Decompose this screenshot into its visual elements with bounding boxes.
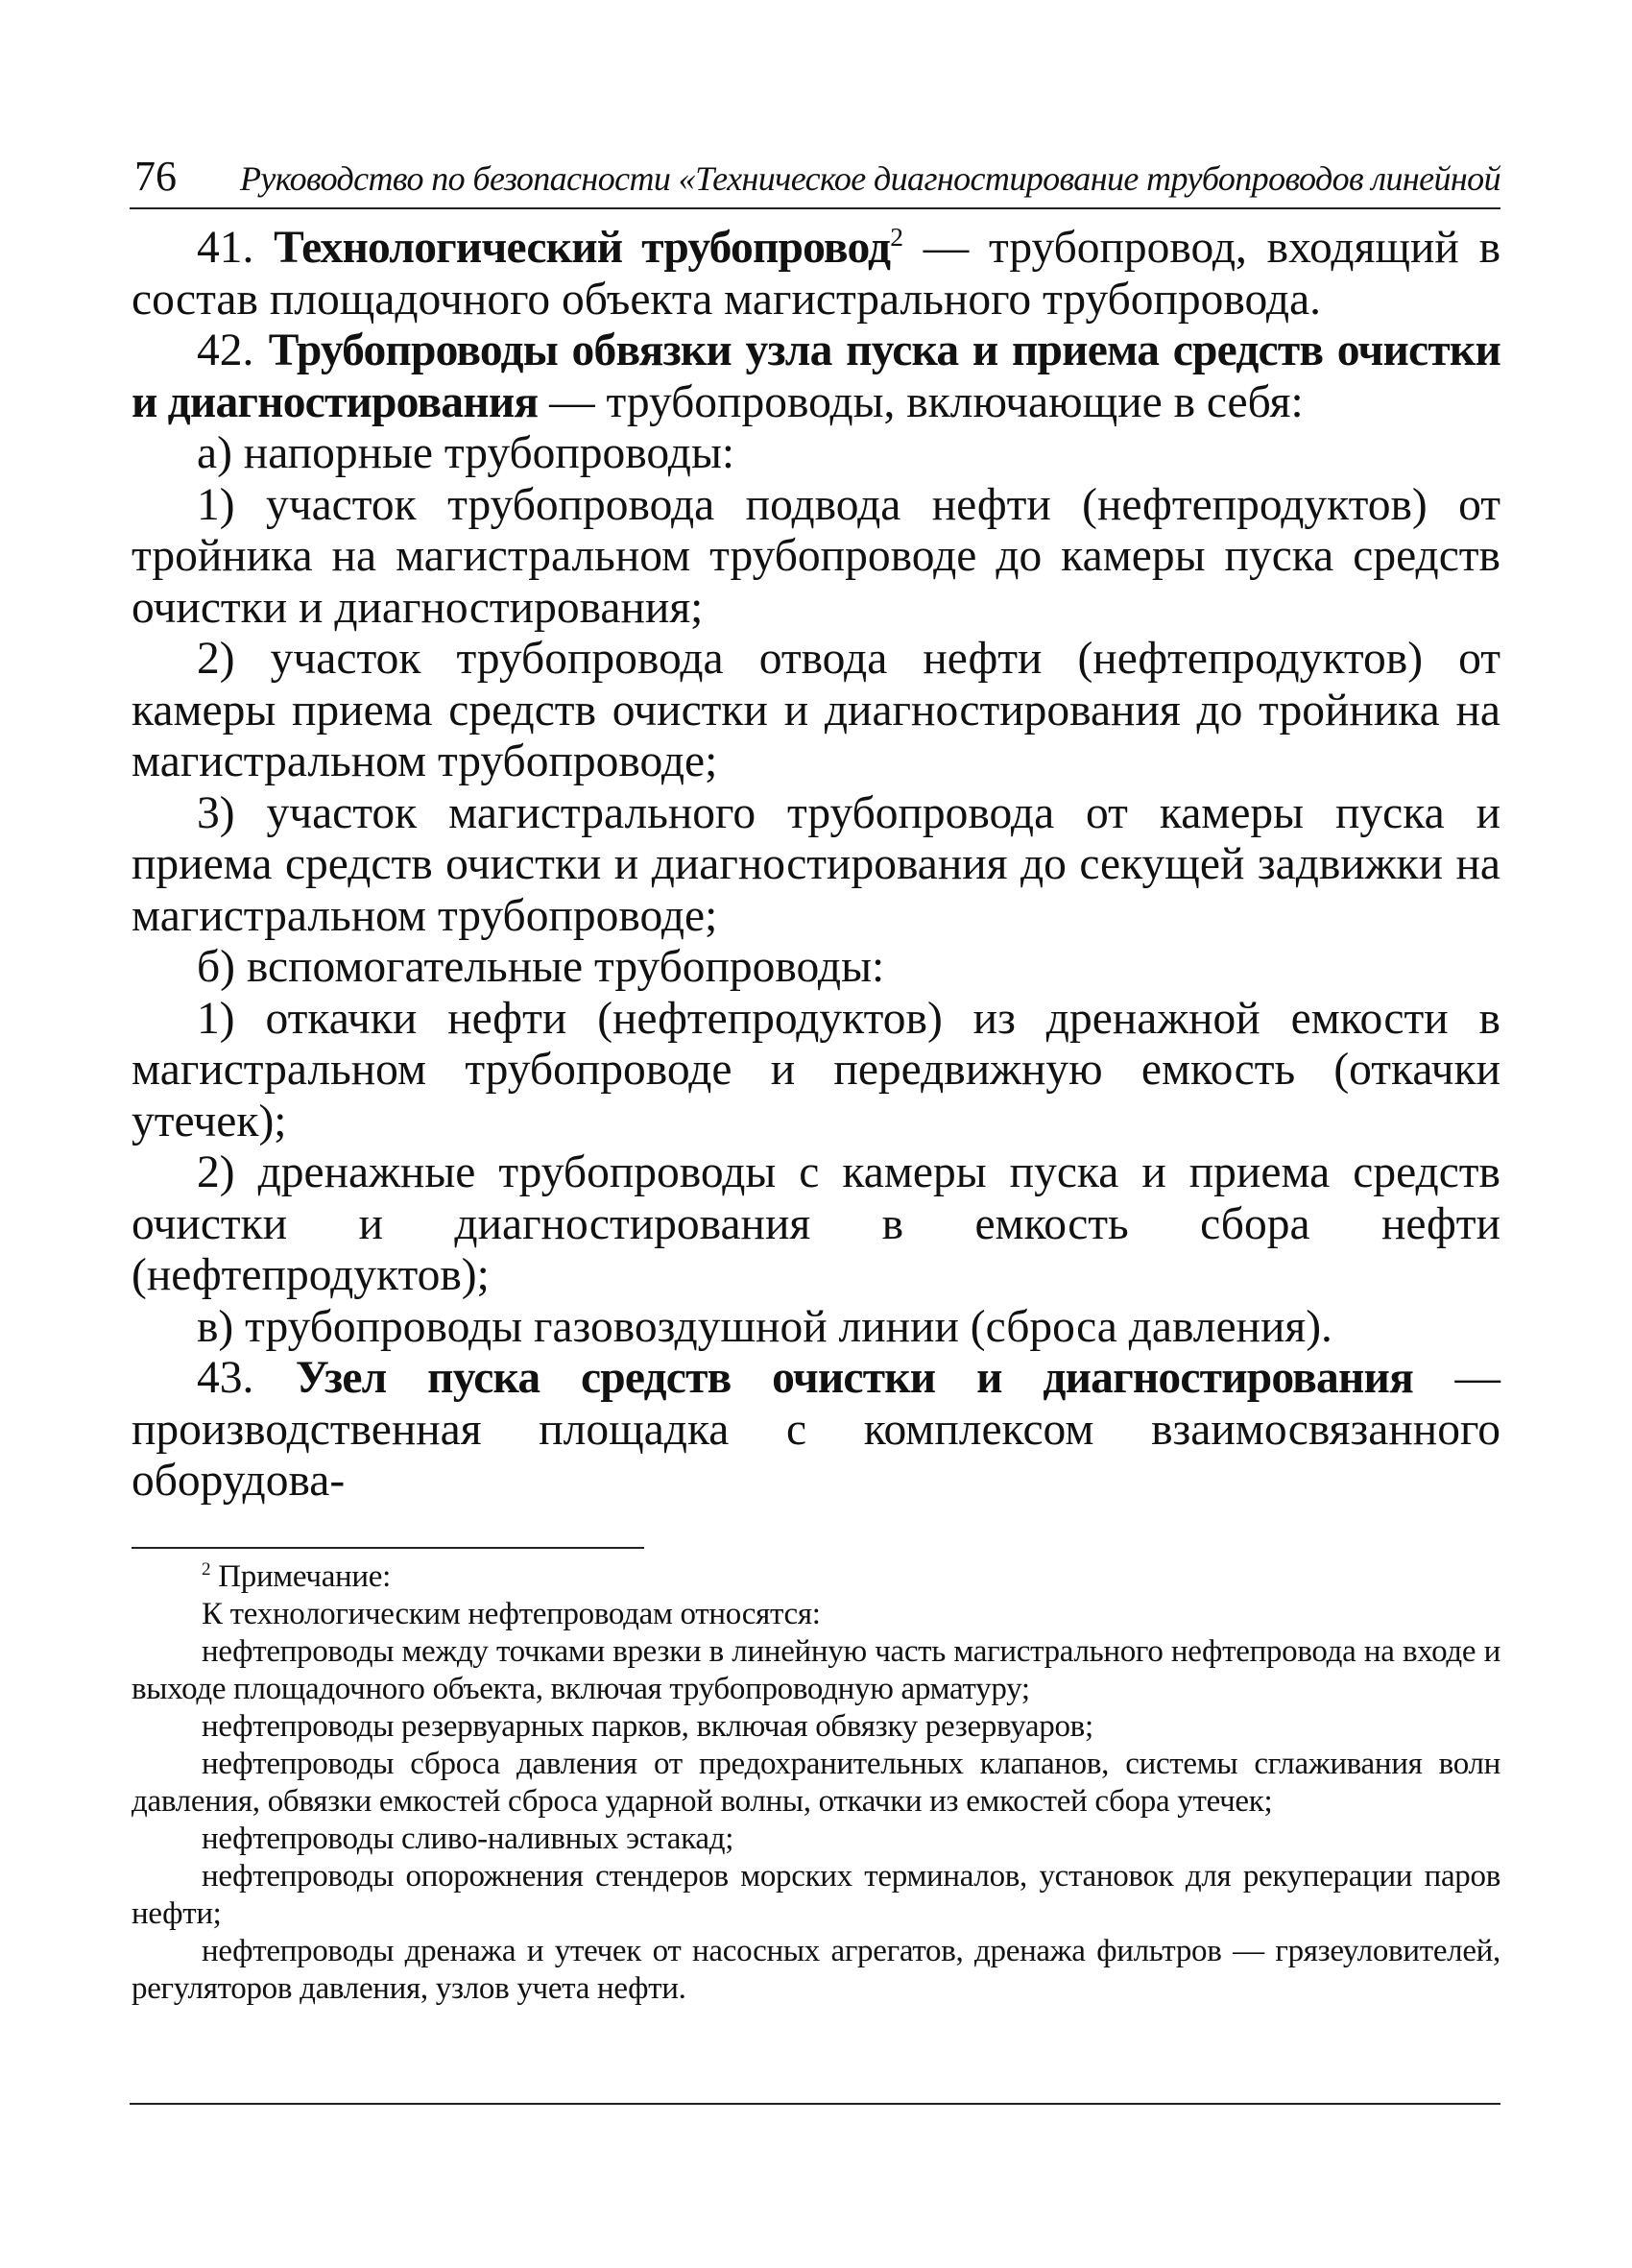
footnote-block [132, 1558, 1500, 2008]
footnote-line: нефтепроводы сброса давления от предохранительных клапанов, системы сглаживания волн давления, обвязки емкостей сброса ударной волны, откачки из емкостей сбора утечек; [132, 1747, 1500, 1819]
list-item: 1) участок трубопровода подвода нефти (нефтепродуктов) от тройника на магистральном трубопроводе до камеры пуска средств очистки и диагностирования; [132, 479, 1500, 633]
definition-number: 42. [197, 326, 254, 375]
footnote-line: нефтепроводы между точками врезки в линейную часть магистрального нефтепровода на входе и выходе площадочного объекта, включая трубопроводную арматуру; [132, 1634, 1500, 1706]
footnote-line: нефтепроводы сливо-наливных эстакад; [202, 1822, 734, 1856]
definition-43 [132, 1353, 1500, 1508]
definition-term: Узел пуска средств очистки и диагностирования [295, 1353, 1413, 1403]
page-number: 76 [134, 153, 177, 200]
footnote-marker: 2 [202, 1559, 211, 1580]
list-item: 2) дренажные трубопроводы с камеры пуска и приема средств очистки и диагностирования в емкость сбора нефти (нефтепродуктов); [132, 1147, 1500, 1300]
footnote-line: нефтепроводы дренажа и утечек от насосных агрегатов, дренажа фильтров — грязеуловителей, регуляторов давления, узлов учета нефти. [132, 1934, 1500, 2006]
definition-number: 41. [197, 223, 254, 273]
main-text [132, 223, 1500, 1508]
definition-42 [132, 326, 1500, 428]
list-item: а) напорные трубопроводы: [197, 428, 735, 478]
footnote-line: нефтепроводы резервуарных парков, включая обвязку резервуаров; [202, 1709, 1093, 1744]
definition-term: Трубопроводы обвязки узла пуска и приема средств очистки и диагностирования [132, 326, 1501, 427]
list-item: 1) откачки нефти (нефтепродуктов) из дренажной емкости в магистральном трубопроводе и передвижную емкость (откачки утечек); [132, 993, 1500, 1146]
list-item: б) вспомогательные трубопроводы: [197, 942, 885, 992]
running-title: Руководство по безопасности «Техническое диагностирование трубопроводов линейной [240, 159, 1500, 198]
definition-41 [132, 223, 1500, 326]
definition-number: 43. [197, 1353, 254, 1403]
bottom-rule [130, 2103, 1500, 2105]
page-header [130, 144, 1500, 209]
definition-text: — трубопроводы, включающие в себя: [538, 376, 1304, 427]
footnote-line: К технологическим нефтепроводам относятся: [202, 1597, 821, 1631]
footnote-label: $^2$ Примечание: [202, 1559, 391, 1594]
definition-text: — трубопровод, входящий в состав площадочного объекта магистрального трубопровода. [132, 223, 1500, 325]
footnote-separator [132, 1547, 644, 1549]
list-item: 3) участок магистрального трубопровода от камеры пуска и приема средств очистки и диагностирования до секущей задвижки на магистральном трубопроводе; [132, 787, 1500, 941]
definition-term: Технологический трубопровод [274, 223, 891, 273]
footnote-reference: 2 [890, 222, 904, 253]
footnote-line: нефтепроводы опорожнения стендеров морских терминалов, установок для рекуперации паров нефти; [132, 1859, 1500, 1931]
list-item: в) трубопроводы газовоздушной линии (сброса давления). [197, 1301, 1332, 1352]
list-item: 2) участок трубопровода отвода нефти (нефтепродуктов) от камеры приема средств очистки и диагностирования до тройника на магистральном трубопроводе; [132, 634, 1500, 786]
definition-text: — производственная площадка с комплексом взаимосвязанного оборудова- [132, 1353, 1500, 1506]
